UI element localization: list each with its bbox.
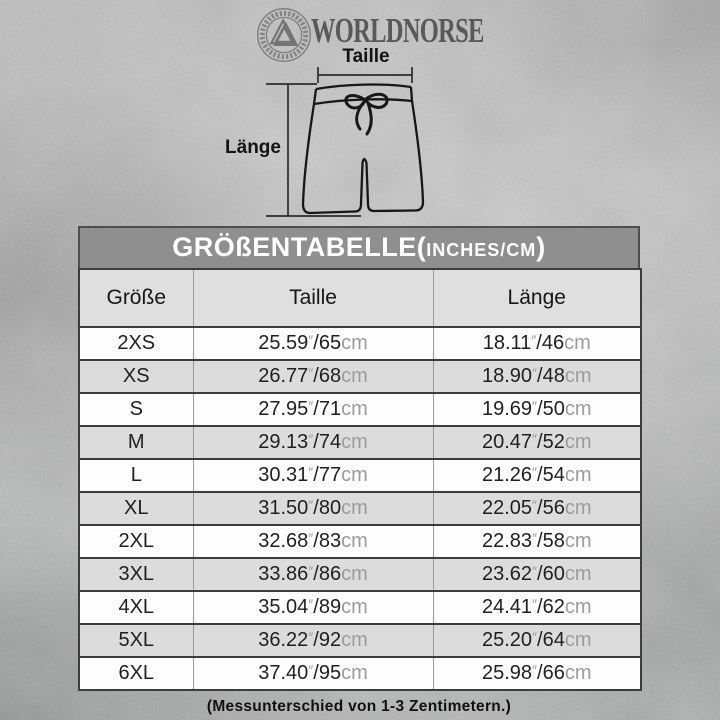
unit-label: cm (341, 629, 368, 651)
unit-label: cm (564, 563, 592, 585)
measure-value: 35.04 (258, 596, 309, 618)
measure-value: /46 (536, 332, 565, 354)
measure-value: 25.20 (481, 629, 533, 651)
waist-measure-line (318, 67, 412, 83)
unit-label: ″ (532, 431, 538, 447)
unit-label: cm (564, 596, 592, 618)
measure-value: 22.83 (481, 530, 533, 552)
measure-value: 21.26 (481, 464, 533, 486)
unit-label: ″ (308, 398, 314, 414)
length-cell (433, 426, 641, 459)
length-cell (433, 591, 641, 624)
measure-value: /77 (313, 464, 342, 486)
table-row (79, 624, 641, 657)
measure-value: /48 (537, 365, 565, 387)
table-row (79, 327, 641, 360)
measure-value: 18.90 (481, 365, 533, 387)
unit-label: cm (341, 431, 368, 453)
measure-value: /65 (313, 332, 342, 354)
unit-label: ″ (308, 530, 314, 546)
waist-cell (193, 558, 433, 591)
measure-value: 36.22 (258, 629, 309, 651)
size-table-body (79, 327, 641, 690)
table-row (79, 558, 641, 591)
size-cell: 3XL (79, 558, 193, 591)
measurement-note: (Messunterschied von 1-3 Zentimetern.) (206, 698, 512, 715)
length-cell (433, 459, 641, 492)
unit-label: cm (564, 431, 592, 453)
measure-value: /50 (537, 398, 565, 420)
table-row (79, 393, 641, 426)
unit-label: ″ (308, 431, 314, 447)
measure-value: 37.40 (258, 662, 309, 684)
drawstring-bow (346, 94, 387, 134)
unit-label: ″ (532, 497, 538, 513)
waist-cell (193, 624, 433, 657)
unit-label: ″ (532, 563, 538, 579)
size-cell: 2XS (79, 327, 193, 360)
measure-value: 31.50 (258, 497, 309, 519)
measure-value: /52 (537, 431, 565, 453)
unit-label: ″ (308, 464, 314, 480)
table-row (79, 426, 641, 459)
column-header-length: Länge (433, 269, 641, 327)
measure-value: /86 (313, 563, 342, 585)
measure-value: /74 (313, 431, 342, 453)
measure-value: 19.69 (481, 398, 533, 420)
table-row (79, 360, 641, 393)
size-cell: XS (79, 360, 193, 393)
unit-label: cm (341, 662, 368, 684)
unit-label: ″ (532, 398, 538, 414)
unit-label: ″ (532, 464, 538, 480)
measure-value: 26.77 (258, 365, 309, 387)
length-cell (433, 360, 641, 393)
size-cell: L (79, 459, 193, 492)
table-row (79, 591, 641, 624)
unit-label: ″ (532, 629, 538, 645)
length-cell (433, 657, 641, 690)
measure-value: /80 (313, 497, 342, 519)
table-row (79, 492, 641, 525)
title-units: INCHES/CM (426, 240, 537, 260)
size-cell: 4XL (79, 591, 193, 624)
size-cell: S (79, 393, 193, 426)
unit-label: cm (341, 563, 368, 585)
unit-label: cm (341, 365, 368, 387)
waist-cell (193, 360, 433, 393)
size-cell: M (79, 426, 193, 459)
size-cell: 2XL (79, 525, 193, 558)
unit-label: ″ (308, 563, 314, 579)
measure-value: /68 (313, 365, 342, 387)
measure-value: /58 (537, 530, 565, 552)
header-row (79, 269, 641, 327)
valknut-logo-icon (255, 6, 313, 64)
measure-value: 25.59 (258, 332, 309, 354)
unit-label: cm (564, 332, 591, 354)
measure-value: 30.31 (258, 464, 309, 486)
length-cell (433, 393, 641, 426)
waist-cell (193, 426, 433, 459)
measure-value: /83 (313, 530, 342, 552)
unit-label: cm (564, 464, 592, 486)
measure-value: /60 (537, 563, 565, 585)
waist-cell (193, 591, 433, 624)
column-header-waist: Taille (193, 269, 433, 327)
size-table-title (78, 226, 640, 268)
unit-label: cm (564, 398, 592, 420)
measure-value: 18.11 (482, 332, 532, 354)
measure-value: 25.98 (481, 662, 533, 684)
size-table-grid (78, 268, 642, 691)
measure-value: /56 (537, 497, 565, 519)
length-cell (433, 624, 641, 657)
unit-label: ″ (532, 530, 538, 546)
unit-label: cm (341, 530, 368, 552)
length-cell (433, 492, 641, 525)
unit-label: ″ (308, 596, 314, 612)
measure-value: /64 (537, 629, 565, 651)
size-cell: 6XL (79, 657, 193, 690)
measure-value: 32.68 (258, 530, 309, 552)
measure-value: 27.95 (258, 398, 309, 420)
unit-label: ″ (532, 365, 538, 381)
unit-label: ″ (532, 662, 538, 678)
waist-cell (193, 525, 433, 558)
column-header-size: Größe (79, 269, 193, 327)
measure-value: /62 (537, 596, 565, 618)
unit-label: cm (564, 629, 592, 651)
table-row (79, 459, 641, 492)
unit-label: ″ (308, 497, 314, 513)
table-row (79, 657, 641, 690)
unit-label: cm (341, 332, 368, 354)
unit-label: cm (341, 596, 368, 618)
size-cell: 5XL (79, 624, 193, 657)
title-close: ) (536, 232, 546, 262)
unit-label: cm (564, 662, 592, 684)
measure-value: 33.86 (258, 563, 309, 585)
unit-label: cm (564, 530, 592, 552)
unit-label: cm (564, 365, 592, 387)
measure-value: 23.62 (481, 563, 533, 585)
measure-value: 24.41 (481, 596, 533, 618)
brand-name: WORLDNORSE (311, 11, 484, 50)
measure-value: /66 (537, 662, 565, 684)
waist-cell (193, 492, 433, 525)
measure-value: /71 (313, 398, 342, 420)
unit-label: ″ (531, 332, 537, 348)
waist-cell (193, 657, 433, 690)
unit-label: ″ (532, 596, 538, 612)
waist-cell (193, 393, 433, 426)
length-cell (433, 327, 641, 360)
unit-label: ″ (308, 662, 314, 678)
length-cell (433, 558, 641, 591)
length-label: Länge (225, 137, 281, 158)
measure-value: 22.05 (481, 497, 533, 519)
measure-value: /54 (537, 464, 565, 486)
length-cell (433, 525, 641, 558)
unit-label: ″ (308, 332, 314, 348)
measure-value: /89 (313, 596, 342, 618)
unit-label: cm (341, 497, 368, 519)
unit-label: ″ (308, 365, 314, 381)
unit-label: ″ (308, 629, 314, 645)
measure-value: 29.13 (258, 431, 309, 453)
unit-label: cm (341, 464, 368, 486)
table-row (79, 525, 641, 558)
measure-value: /92 (313, 629, 342, 651)
size-table (78, 226, 640, 691)
unit-label: cm (341, 398, 368, 420)
title-main: GRÖßENTABELLE( (172, 232, 427, 262)
measure-value: 20.47 (481, 431, 533, 453)
waist-cell (193, 327, 433, 360)
measure-value: /95 (313, 662, 342, 684)
waist-cell (193, 459, 433, 492)
waist-label: Taille (342, 46, 390, 67)
unit-label: cm (564, 497, 592, 519)
size-cell: XL (79, 492, 193, 525)
shorts-outline (303, 85, 423, 213)
